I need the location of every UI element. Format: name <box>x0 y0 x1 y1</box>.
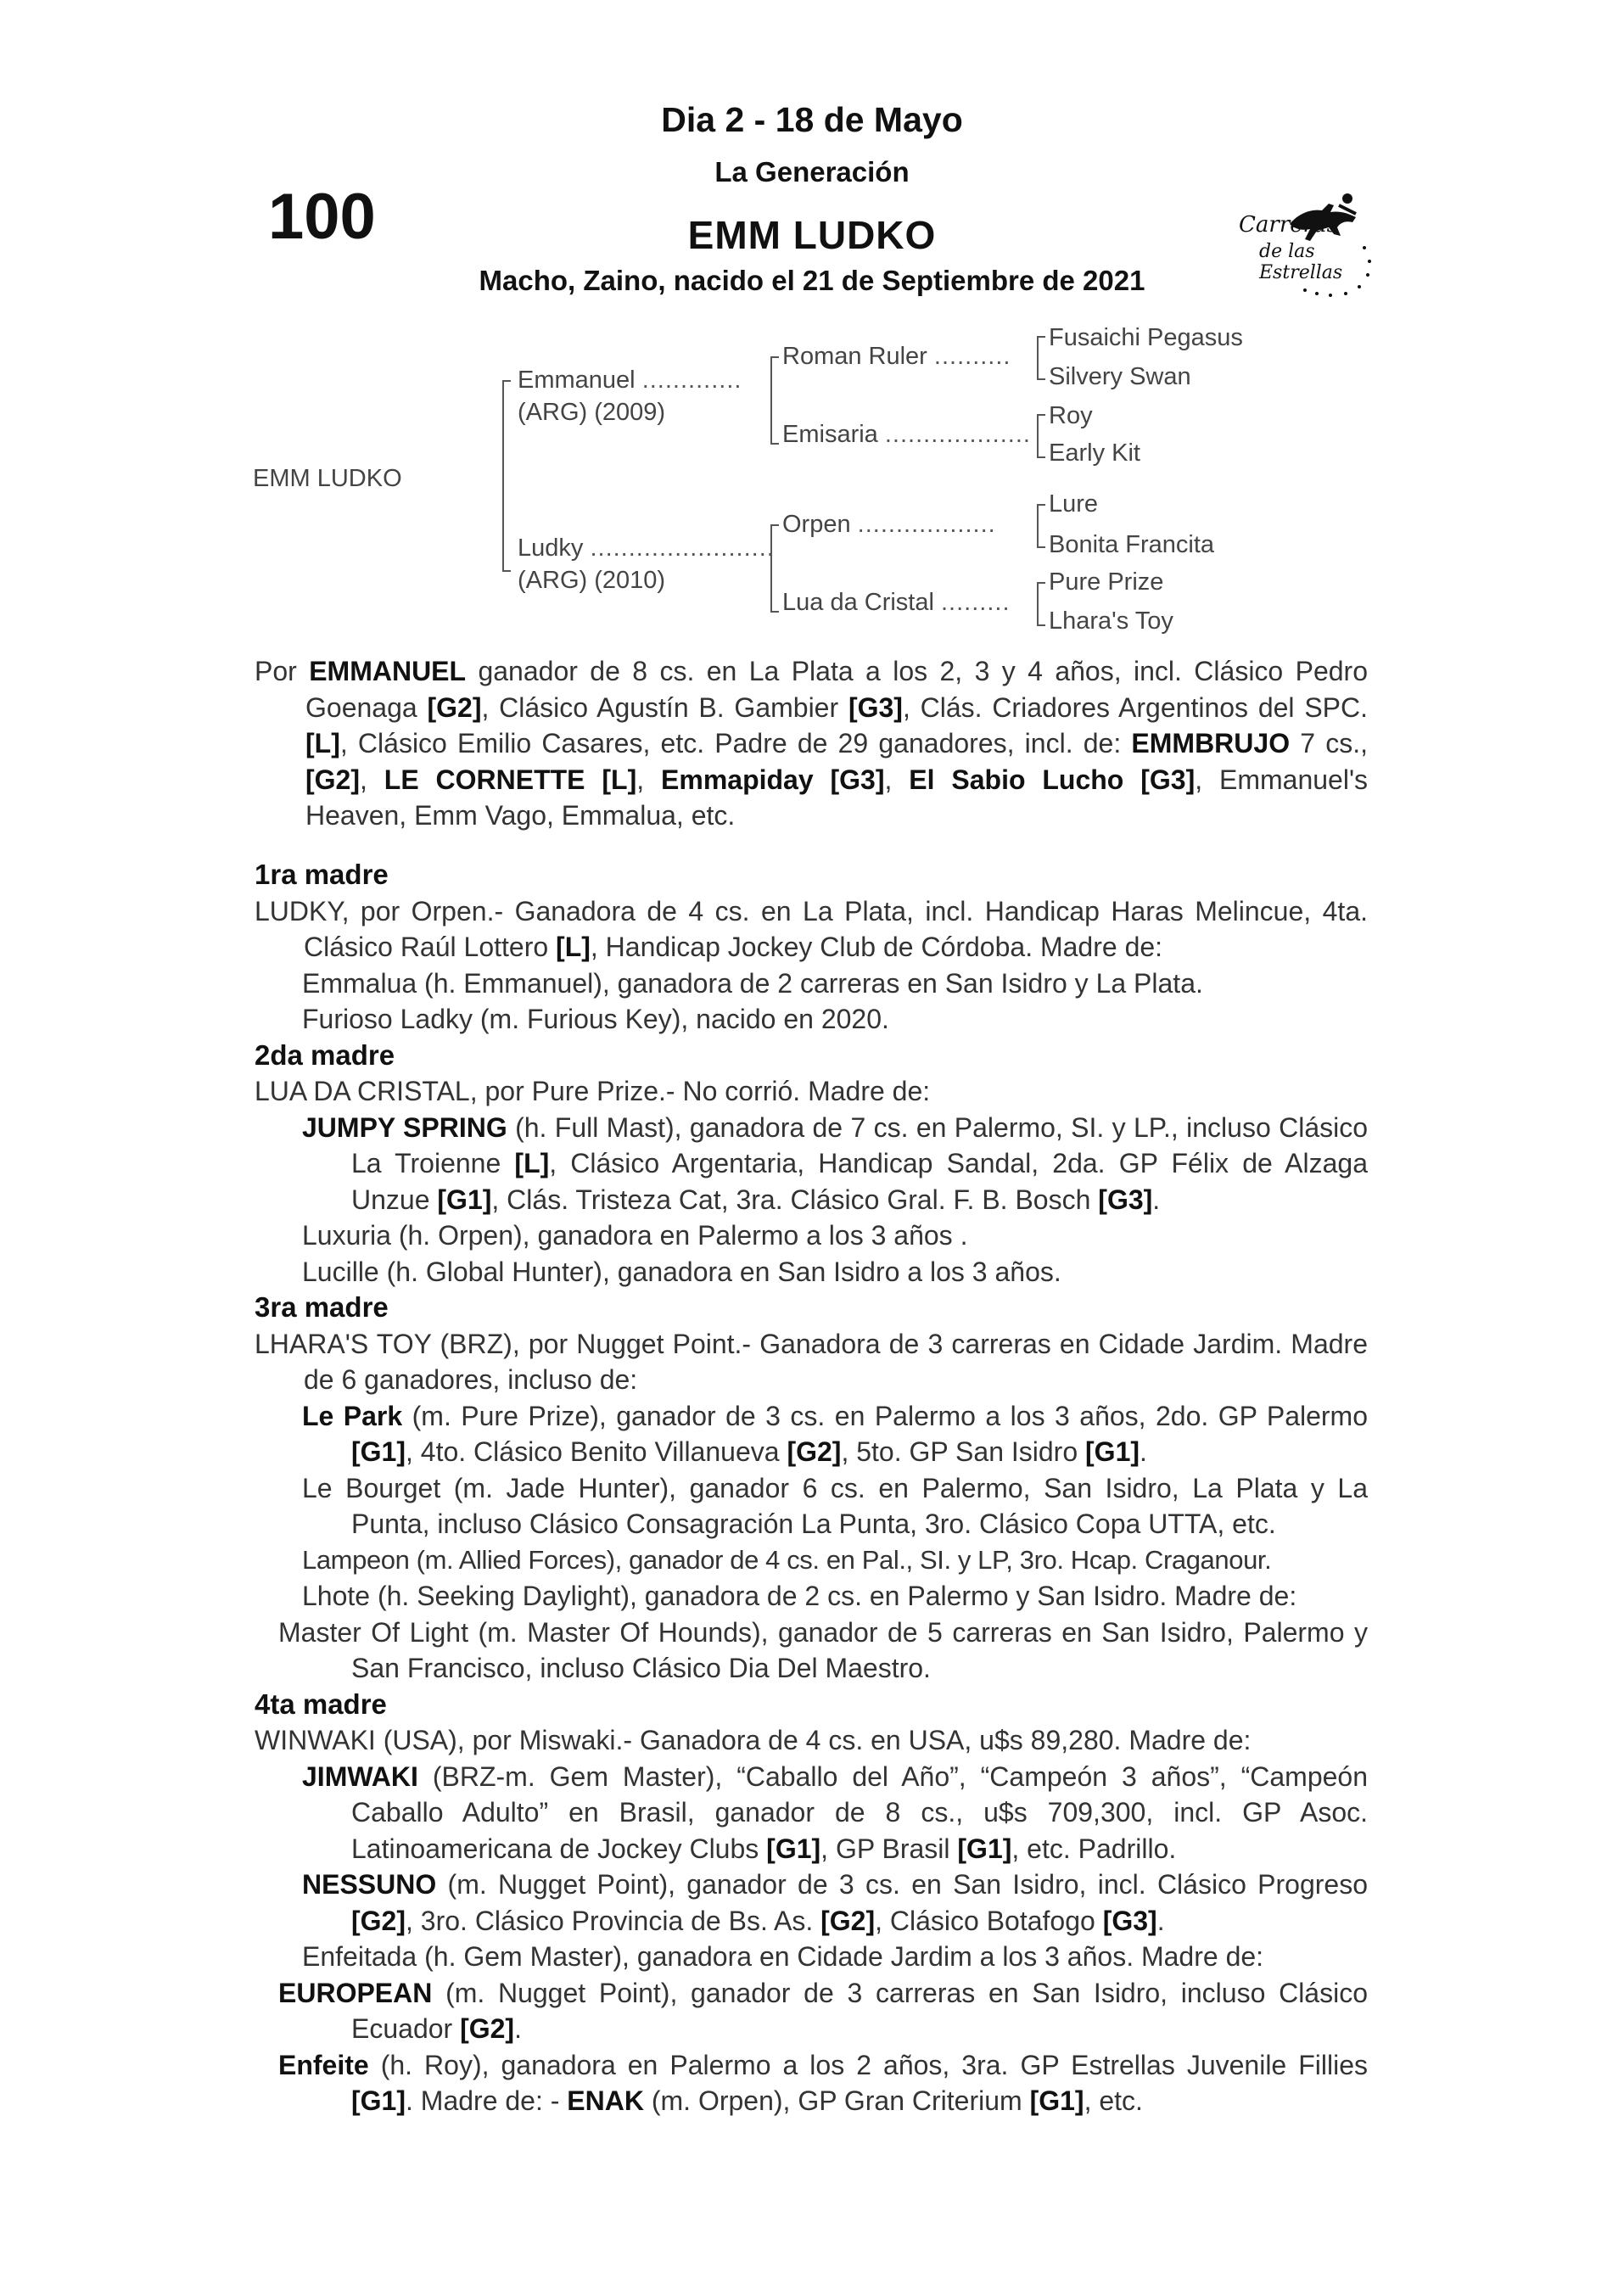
madre3-offspring: Lhote (h. Seeking Daylight), ganadora de 2 cs. en Palermo y San Isidro. Madre de: <box>302 1581 1297 1611</box>
horse-description: Macho, Zaino, nacido el 21 de Septiembre de 2021 <box>479 265 1145 296</box>
madre4-grandoffspring: EUROPEAN (m. Nugget Point), ganador de 3 carreras en San Isidro, incluso Clásico Ecuador [G2]. <box>278 1977 1369 2044</box>
horse-name: EMM LUDKO <box>687 213 937 257</box>
bracket-ggp-1 <box>1037 336 1045 380</box>
pedigree-ggp: Lure <box>1049 490 1099 518</box>
madre4-offspring: NESSUNO (m. Nugget Point), ganador de 3 cs. en San Isidro, incl. Clásico Progreso [G2], 3ro. Clásico Provincia de Bs. As. [G2], Clásico Botafogo [G3]. <box>302 1869 1369 1936</box>
race-name: La Generación <box>714 156 910 188</box>
female-family <box>255 857 1368 2119</box>
pedigree-ggp: Fusaichi Pegasus <box>1049 324 1243 351</box>
madre1-offspring: Furioso Ladky (m. Furious Key), nacido en 2020. <box>302 1004 889 1034</box>
madre3-title: 3ra madre <box>255 1291 389 1323</box>
pedigree-sire: Emmanuel ............. <box>518 367 742 394</box>
carreras-logo <box>1229 180 1390 307</box>
pedigree-sire-sire: Roman Ruler .......... <box>782 343 1011 370</box>
pedigree-ggp: Roy <box>1049 402 1093 429</box>
pedigree-dam-sire: Orpen .................. <box>782 511 996 538</box>
bracket-sire <box>770 356 779 445</box>
madre4-text: WINWAKI (USA), por Miswaki.- Ganadora de 4 cs. en USA, u$s 89,280. Madre de: <box>255 1725 1252 1755</box>
madre2-offspring: JUMPY SPRING (h. Full Mast), ganadora de 7 cs. en Palermo, SI. y LP., incluso Clásico La Troienne [L], Clásico Argentaria, Handicap Sandal, 2da. GP Félix de Alzaga Unzue [G1], Clás. Tristeza Cat, 3ra. Clásico Gral. F. B. Bosch [G3]. <box>302 1111 1369 1215</box>
madre1-text: LUDKY, por Orpen.- Ganadora de 4 cs. en La Plata, incl. Handicap Haras Melincue, 4ta. Clásico Raúl Lottero [L], Handicap Jockey Club de Córdoba. Madre de: <box>255 895 1368 962</box>
logo-text-estrellas: de las Estrellas <box>1259 241 1343 283</box>
madre1-title: 1ra madre <box>255 859 389 890</box>
lot-number: 100 <box>268 181 376 253</box>
pedigree-dam: Ludky ........................ <box>518 535 775 562</box>
madre3-text: LHARA'S TOY (BRZ), por Nugget Point.- Ganadora de 3 carreras en Cidade Jardim. Madre de 6 ganadores, incluso de: <box>255 1328 1368 1395</box>
madre3-offspring: Lampeon (m. Allied Forces), ganador de 4 cs. en Pal., SI. y LP, 3ro. Hcap. Craganour. <box>302 1544 1272 1575</box>
bracket-ggp-2 <box>1037 414 1045 458</box>
bracket-ggp-4 <box>1037 582 1045 626</box>
pedigree-subject: EMM LUDKO <box>253 465 402 492</box>
pedigree-ggp: Silvery Swan <box>1049 363 1191 390</box>
logo-text-carreras: Carreras <box>1239 212 1338 238</box>
bracket-ggp-3 <box>1037 504 1045 548</box>
pedigree-dam-origin: (ARG) (2010) <box>518 567 666 594</box>
pedigree-dam-dam: Lua da Cristal ......... <box>782 589 1011 616</box>
madre2-title: 2da madre <box>255 1038 395 1071</box>
bracket-dam <box>770 524 779 613</box>
madre3-offspring: Le Park (m. Pure Prize), ganador de 3 cs. en Palermo a los 3 años, 2do. GP Palermo [G1], 4to. Clásico Benito Villanueva [G2], 5to. GP San Isidro [G1]. <box>302 1400 1369 1467</box>
pedigree-sire-dam: Emisaria ................... <box>782 421 1031 448</box>
sale-date: Dia 2 - 18 de Mayo <box>661 100 963 139</box>
pedigree-ggp: Bonita Francita <box>1049 531 1215 558</box>
pedigree-ggp: Early Kit <box>1049 439 1140 467</box>
madre4-offspring: Enfeitada (h. Gem Master), ganadora en Cidade Jardim a los 3 años. Madre de: <box>302 1941 1264 1972</box>
madre4-title: 4ta madre <box>255 1688 387 1720</box>
pedigree-ggp: Lhara's Toy <box>1049 607 1173 635</box>
pedigree-ggp: Pure Prize <box>1049 568 1164 596</box>
madre2-offspring: Luxuria (h. Orpen), ganadora en Palermo a los 3 años . <box>302 1220 968 1251</box>
bracket-gen1 <box>502 380 511 572</box>
madre1-offspring: Emmalua (h. Emmanuel), ganadora de 2 carreras en San Isidro y La Plata. <box>302 967 1203 999</box>
madre4-grandoffspring: Enfeite (h. Roy), ganadora en Palermo a los 2 años, 3ra. GP Estrellas Juvenile Fillies [G1]. Madre de: - ENAK (m. Orpen), GP Gran Criterium [G1], etc. <box>278 2049 1369 2116</box>
sire-summary: Por EMMANUEL ganador de 8 cs. en La Plata a los 2, 3 y 4 años, incl. Clásico Pedro Goenaga [G2], Clásico Agustín B. Gambier [G3], Clás. Criadores Argentinos del SPC. [L], Clásico Emilio Casares, etc. Padre de 29 ganadores, incl. de: EMMBRUJO 7 cs., [G2], LE CORNETTE [L], Emmapiday [G3], El Sabio Lucho [G3], Emmanuel's Heaven, Emm Vago, Emmalua, etc. <box>255 656 1369 831</box>
pedigree-sire-origin: (ARG) (2009) <box>518 399 666 426</box>
madre3-grandoffspring: Master Of Light (m. Master Of Hounds), ganador de 5 carreras en San Isidro, Palermo y San Francisco, incluso Clásico Dia Del Maestro. <box>278 1616 1368 1683</box>
madre2-text: LUA DA CRISTAL, por Pure Prize.- No corrió. Madre de: <box>255 1076 931 1106</box>
madre2-offspring: Lucille (h. Global Hunter), ganadora en San Isidro a los 3 años. <box>302 1256 1061 1287</box>
madre4-offspring: JIMWAKI (BRZ-m. Gem Master), “Caballo del Año”, “Campeón 3 años”, “Campeón Caballo Adulto” en Brasil, ganador de 8 cs., u$s 709,300, incl. GP Asoc. Latinoamericana de Jockey Clubs [G1], GP Brasil [G1], etc. Padrillo. <box>302 1760 1369 1864</box>
madre3-offspring: Le Bourget (m. Jade Hunter), ganador 6 cs. en Palermo, San Isidro, La Plata y La Punta, incluso Clásico Consagración La Punta, 3ro. Clásico Copa UTTA, etc. <box>302 1472 1368 1539</box>
